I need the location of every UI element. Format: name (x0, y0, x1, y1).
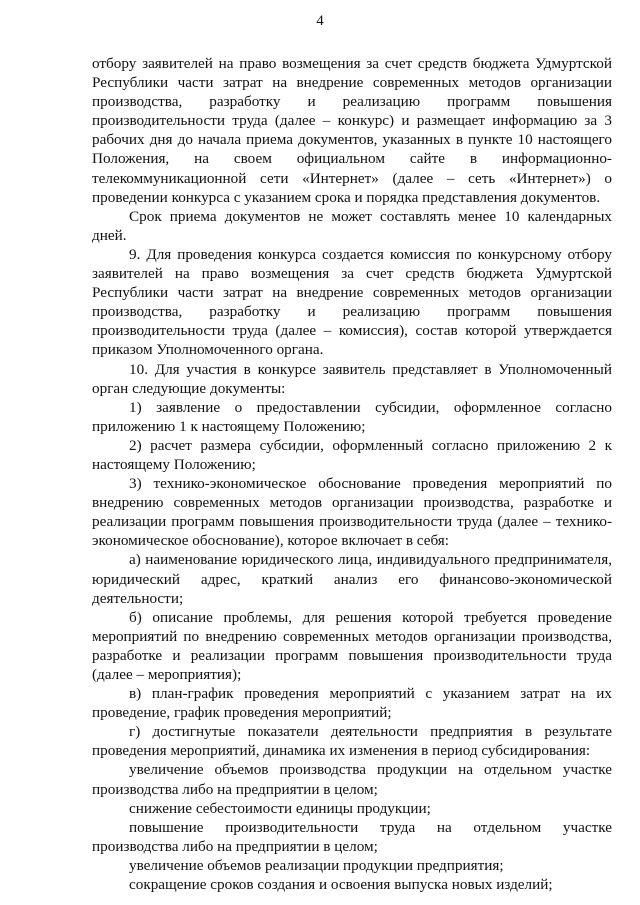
list-item-d: г) достигнутые показатели деятельности предприятия в результате проведения мероприятий, динамика их изменения в период субсидирования: (92, 723, 612, 760)
indicator-cost-reduction: снижение себестоимости единицы продукции; (129, 799, 431, 817)
paragraph-contest-announcement: отбору заявителей на право возмещения за счет средств бюджета Удмуртской Республики части затрат на внедрение современных методов организации производства, разработку и реализацию программ повышения производительности труда (далее – конкурс) и размещает информацию за 3 рабочих дня до начала приема документов, указанных в пункте 10 настоящего Положения, на своем официальном сайте в информационно-телекоммуникационной сети «Интернет» (далее – сеть «Интернет») о проведении конкурса с указанием срока и порядка представления документов. (92, 55, 612, 206)
indicator-sales-volume: увеличение объемов реализации продукции предприятия; (129, 856, 504, 874)
indicator-time-to-market: сокращение сроков создания и освоения выпуска новых изделий; (129, 876, 553, 894)
list-item-c: в) план-график проведения мероприятий с указанием затрат на их проведение, график проведения мероприятий; (92, 685, 612, 722)
list-item-application: 1) заявление о предоставлении субсидии, оформленное согласно приложению 1 к настоящему Положению; (92, 398, 612, 435)
paragraph-clause-9: 9. Для проведения конкурса создается комиссия по конкурсному отбору заявителей на право возмещения за счет средств бюджета Удмуртской Республики части затрат на внедрение современных методов организации производства, разработку и реализацию программ повышения производительности труда (далее – комиссия), состав которой утверждается приказом Уполномоченного органа. (92, 245, 612, 359)
list-item-feasibility-study: 3) технико-экономическое обоснование проведения мероприятий по внедрению современных методов организации производства, разработке и реализации программ повышения производительности труда (далее – технико-экономическое обоснование), которое включает в себя: (92, 475, 612, 550)
list-item-b: б) описание проблемы, для решения которой требуется проведение мероприятий по внедрению современных методов организации производства, разработке и реализации программ повышения производительности труда (далее – мероприятия); (92, 608, 612, 683)
paragraph-submission-period: Срок приема документов не может составлять менее 10 календарных дней. (92, 207, 612, 244)
paragraph-clause-10: 10. Для участия в конкурсе заявитель представляет в Уполномоченный орган следующие документы: (92, 360, 612, 397)
list-item-subsidy-calculation: 2) расчет размера субсидии, оформленный согласно приложению 2 к настоящему Положению; (92, 436, 612, 473)
indicator-labor-productivity: повышение производительности труда на отдельном участке производства либо на предприятии в целом; (92, 818, 612, 855)
indicator-production-volume: увеличение объемов производства продукции на отдельном участке производства либо на предприятии в целом; (92, 761, 612, 798)
list-item-a: а) наименование юридического лица, индивидуального предпринимателя, юридический адрес, краткий анализ его финансово-экономической деятельности; (92, 551, 612, 607)
page-number: 4 (316, 13, 324, 29)
document-body (92, 54, 612, 894)
